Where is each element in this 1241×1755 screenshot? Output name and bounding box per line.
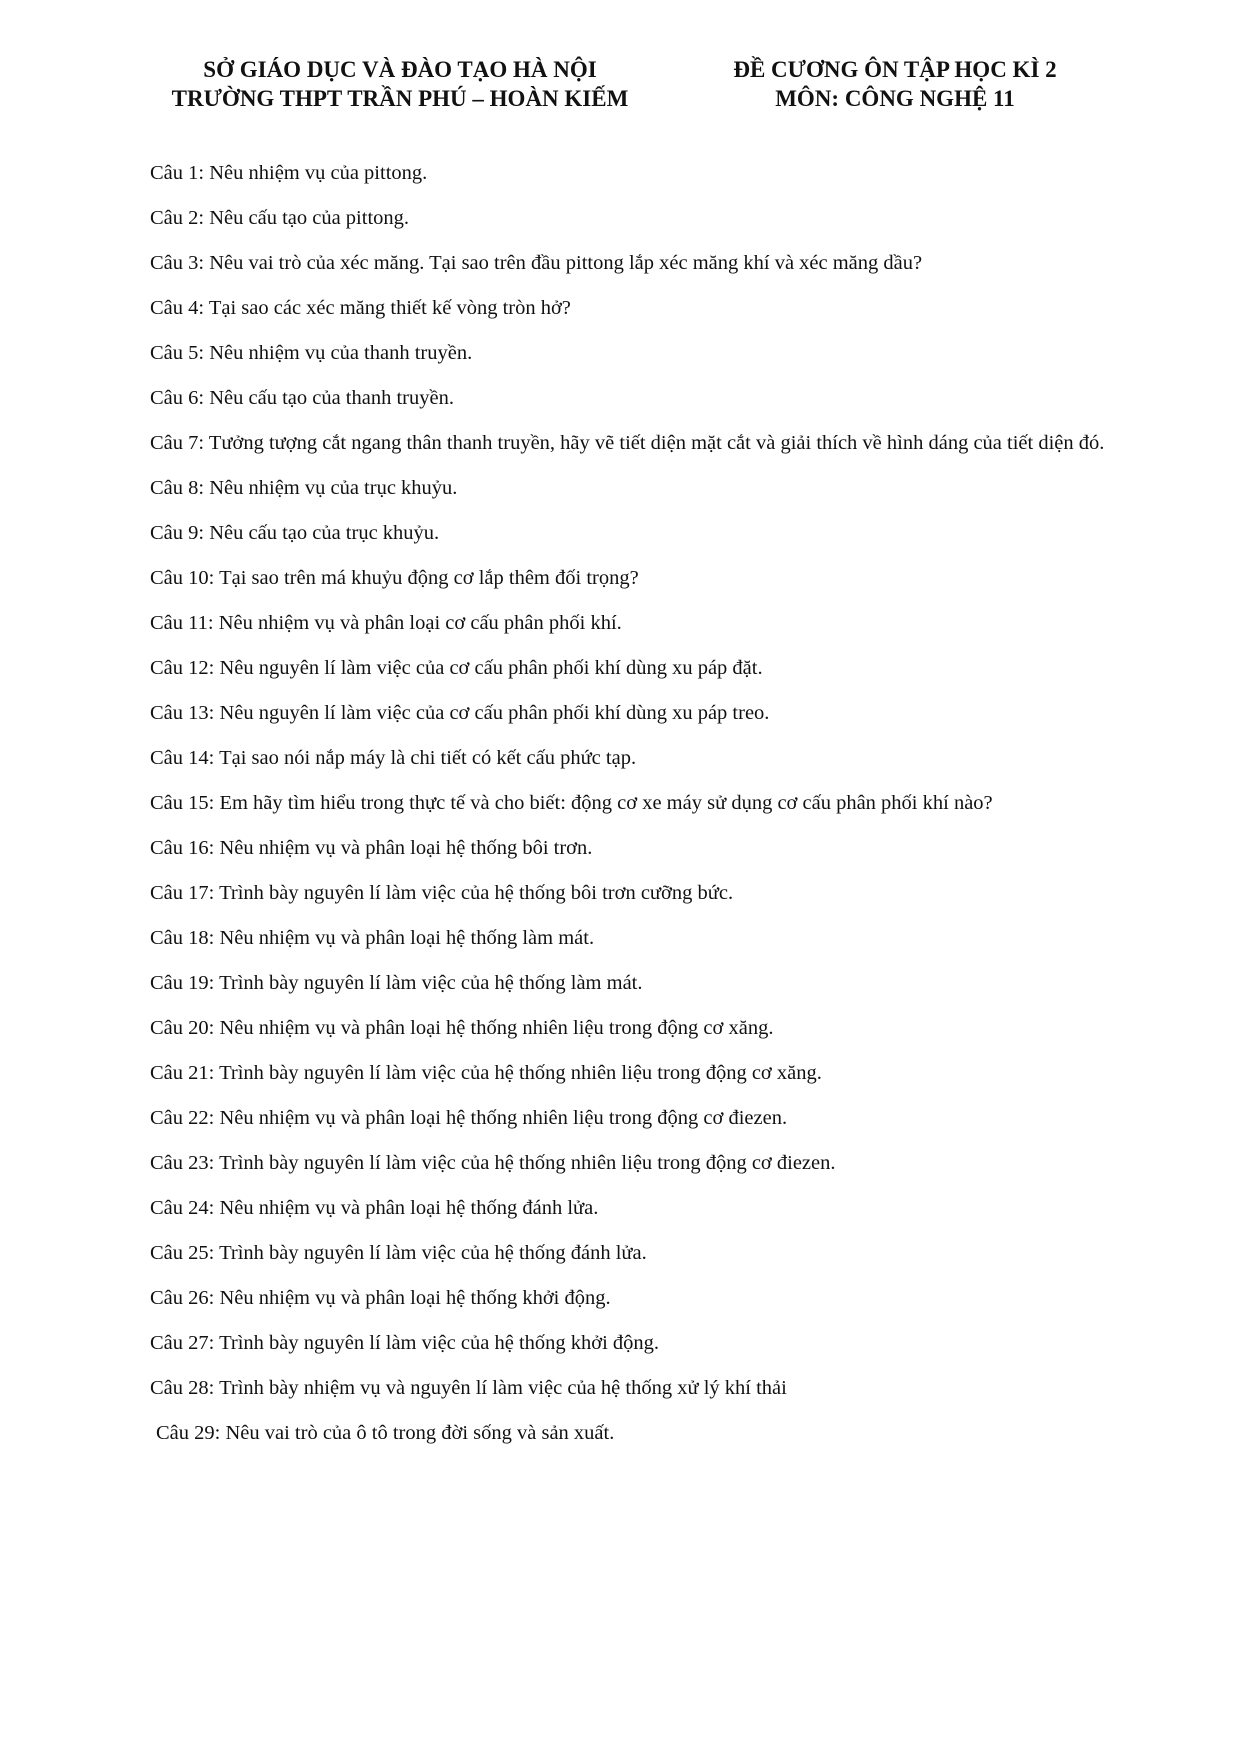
- question-item: Câu 10: Tại sao trên má khuỷu động cơ lắp thêm đối trọng?: [150, 567, 639, 589]
- question-item: Câu 24: Nêu nhiệm vụ và phân loại hệ thống đánh lửa.: [150, 1197, 599, 1219]
- question-item: Câu 7: Tưởng tượng cắt ngang thân thanh truyền, hãy vẽ tiết diện mặt cắt và giải thích về hình dáng của tiết diện đó.: [150, 432, 1105, 454]
- subject-name: MÔN: CÔNG NGHỆ 11: [775, 86, 1015, 111]
- school-name: TRƯỜNG THPT TRẦN PHÚ – HOÀN KIẾM: [171, 86, 629, 111]
- question-item: Câu 25: Trình bày nguyên lí làm việc của hệ thống đánh lửa.: [150, 1242, 647, 1264]
- department-name: SỞ GIÁO DỤC VÀ ĐÀO TẠO HÀ NỘI: [203, 57, 597, 82]
- question-item: Câu 21: Trình bày nguyên lí làm việc của hệ thống nhiên liệu trong động cơ xăng.: [150, 1062, 822, 1084]
- question-item: Câu 14: Tại sao nói nắp máy là chi tiết có kết cấu phức tạp.: [150, 747, 637, 769]
- question-item: Câu 26: Nêu nhiệm vụ và phân loại hệ thống khởi động.: [150, 1287, 611, 1309]
- question-item: Câu 28: Trình bày nhiệm vụ và nguyên lí làm việc của hệ thống xử lý khí thải: [150, 1377, 787, 1399]
- question-item: Câu 4: Tại sao các xéc măng thiết kế vòng tròn hở?: [150, 297, 571, 319]
- question-item: Câu 22: Nêu nhiệm vụ và phân loại hệ thống nhiên liệu trong động cơ điezen.: [150, 1107, 788, 1129]
- exam-info: [700, 55, 1090, 113]
- question-list: [150, 160, 1145, 1465]
- school-info: [140, 55, 660, 113]
- document-title: ĐỀ CƯƠNG ÔN TẬP HỌC KÌ 2: [733, 57, 1057, 82]
- question-item: Câu 11: Nêu nhiệm vụ và phân loại cơ cấu phân phối khí.: [150, 612, 622, 634]
- question-item: Câu 1: Nêu nhiệm vụ của pittong.: [150, 162, 428, 184]
- question-item: Câu 5: Nêu nhiệm vụ của thanh truyền.: [150, 342, 473, 364]
- question-item: Câu 15: Em hãy tìm hiểu trong thực tế và cho biết: động cơ xe máy sử dụng cơ cấu phân phối khí nào?: [150, 792, 993, 814]
- question-item: Câu 17: Trình bày nguyên lí làm việc của hệ thống bôi trơn cưỡng bức.: [150, 882, 734, 904]
- document-header: [0, 55, 1241, 115]
- question-item: Câu 2: Nêu cấu tạo của pittong.: [150, 207, 410, 229]
- question-item: Câu 13: Nêu nguyên lí làm việc của cơ cấu phân phối khí dùng xu páp treo.: [150, 702, 770, 724]
- question-item: Câu 20: Nêu nhiệm vụ và phân loại hệ thống nhiên liệu trong động cơ xăng.: [150, 1017, 774, 1039]
- question-item: Câu 9: Nêu cấu tạo của trục khuỷu.: [150, 522, 440, 544]
- question-item: Câu 29: Nêu vai trò của ô tô trong đời sống và sản xuất.: [156, 1422, 615, 1444]
- question-item: Câu 3: Nêu vai trò của xéc măng. Tại sao trên đầu pittong lắp xéc măng khí và xéc măng dầu?: [150, 252, 923, 274]
- question-item: Câu 12: Nêu nguyên lí làm việc của cơ cấu phân phối khí dùng xu páp đặt.: [150, 657, 763, 679]
- question-item: Câu 23: Trình bày nguyên lí làm việc của hệ thống nhiên liệu trong động cơ điezen.: [150, 1152, 836, 1174]
- question-item: Câu 18: Nêu nhiệm vụ và phân loại hệ thống làm mát.: [150, 927, 595, 949]
- question-item: Câu 6: Nêu cấu tạo của thanh truyền.: [150, 387, 454, 409]
- question-item: Câu 16: Nêu nhiệm vụ và phân loại hệ thống bôi trơn.: [150, 837, 593, 859]
- question-item: Câu 19: Trình bày nguyên lí làm việc của hệ thống làm mát.: [150, 972, 643, 994]
- question-item: Câu 8: Nêu nhiệm vụ của trục khuỷu.: [150, 477, 458, 499]
- question-item: Câu 27: Trình bày nguyên lí làm việc của hệ thống khởi động.: [150, 1332, 660, 1354]
